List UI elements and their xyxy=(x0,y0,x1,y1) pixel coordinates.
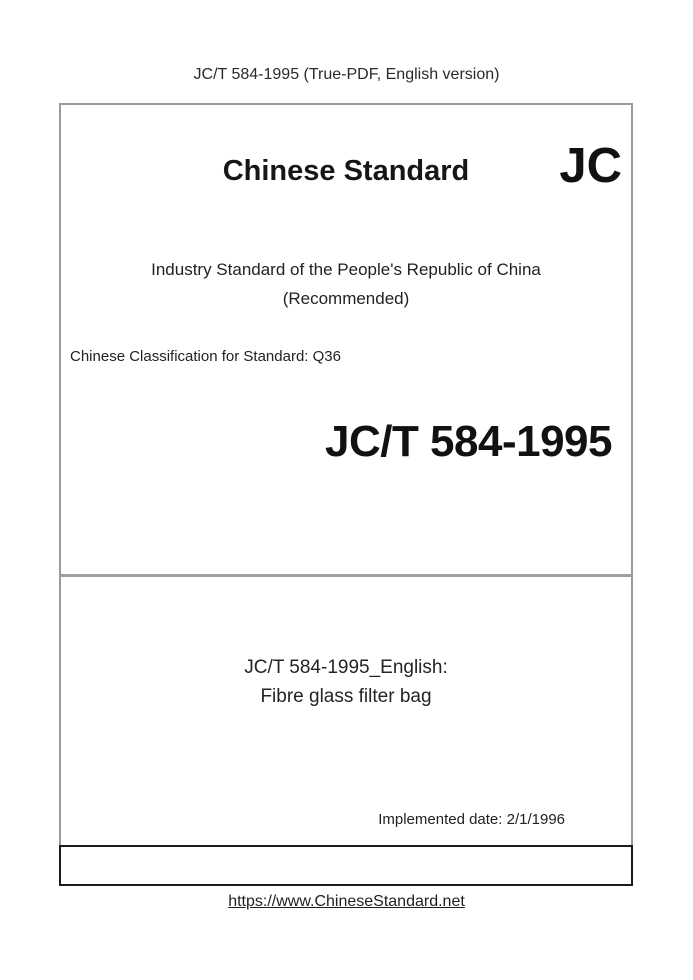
brand-title: Chinese Standard xyxy=(222,155,470,187)
empty-bottom-box xyxy=(59,845,633,886)
standard-number: JC/T 584-1995 xyxy=(324,417,612,466)
subtitle-line-2: (Recommended) xyxy=(282,289,410,308)
english-title-line-1: JC/T 584-1995_English: xyxy=(244,657,448,678)
english-title-line-2: Fibre glass filter bag xyxy=(260,686,432,707)
classification-text: Chinese Classification for Standard: Q36 xyxy=(70,348,341,365)
subtitle-line-1: Industry Standard of the People's Republic of China xyxy=(151,260,541,279)
footer-website-link[interactable]: https://www.ChineseStandard.net xyxy=(228,893,465,910)
subtitle-block xyxy=(61,255,631,313)
section-divider xyxy=(61,574,631,577)
implemented-date: Implemented date: 2/1/1996 xyxy=(378,811,565,828)
footer xyxy=(0,891,693,913)
cover-main-box xyxy=(59,103,633,845)
brand-code: JC xyxy=(559,139,622,193)
english-title-block xyxy=(61,653,631,711)
page-header-title: JC/T 584-1995 (True-PDF, English version) xyxy=(193,66,500,83)
